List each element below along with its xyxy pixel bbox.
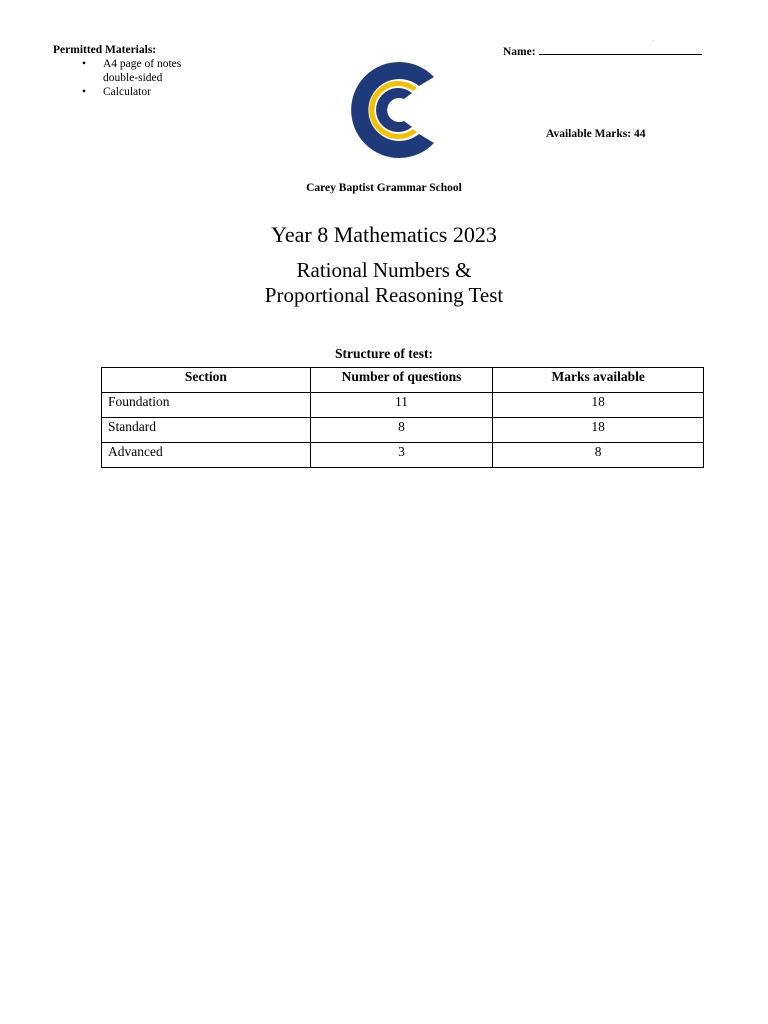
section-cell: Foundation — [102, 393, 311, 418]
section-cell: Standard — [102, 418, 311, 443]
questions-cell: 8 — [310, 418, 493, 443]
section-cell: Advanced — [102, 443, 311, 468]
permitted-item — [53, 57, 198, 85]
column-header-questions: Number of questions — [310, 368, 493, 393]
permitted-item-label: A4 page of notes double-sided — [103, 58, 182, 84]
table-row — [102, 443, 704, 468]
permitted-materials — [53, 43, 198, 99]
marks-cell: 18 — [493, 393, 704, 418]
permitted-materials-list — [53, 57, 198, 99]
structure-label: Structure of test: — [335, 346, 433, 361]
name-label: Name: — [503, 46, 536, 58]
permitted-item-label: Calculator — [103, 86, 151, 98]
table-header-row — [102, 368, 704, 393]
name-field[interactable] — [503, 43, 702, 58]
permitted-item — [53, 85, 198, 99]
subtitle-line-2: Proportional Reasoning Test — [264, 283, 504, 307]
permitted-materials-title: Permitted Materials: — [53, 44, 157, 56]
questions-cell: 11 — [310, 393, 493, 418]
school-name: Carey Baptist Grammar School — [306, 182, 462, 194]
school-crest-c-logo-icon — [333, 55, 445, 165]
test-structure-table — [101, 367, 704, 468]
table-row — [102, 393, 704, 418]
name-blank-line[interactable] — [539, 43, 702, 55]
column-header-section: Section — [102, 368, 311, 393]
page-title: Year 8 Mathematics 2023 — [271, 222, 497, 247]
available-marks: Available Marks: 44 — [546, 128, 646, 140]
logo-inner-ring — [376, 88, 412, 132]
marks-cell: 8 — [493, 443, 704, 468]
column-header-marks: Marks available — [493, 368, 704, 393]
subtitle-line-1: Rational Numbers & — [296, 258, 472, 282]
marks-cell: 18 — [493, 418, 704, 443]
bullet-icon: • — [82, 58, 87, 70]
logo-outer-ring — [351, 62, 434, 158]
page-subtitle — [0, 258, 768, 308]
table-row — [102, 418, 704, 443]
bullet-icon: • — [82, 86, 87, 98]
questions-cell: 3 — [310, 443, 493, 468]
stray-mark: · — [652, 38, 654, 44]
